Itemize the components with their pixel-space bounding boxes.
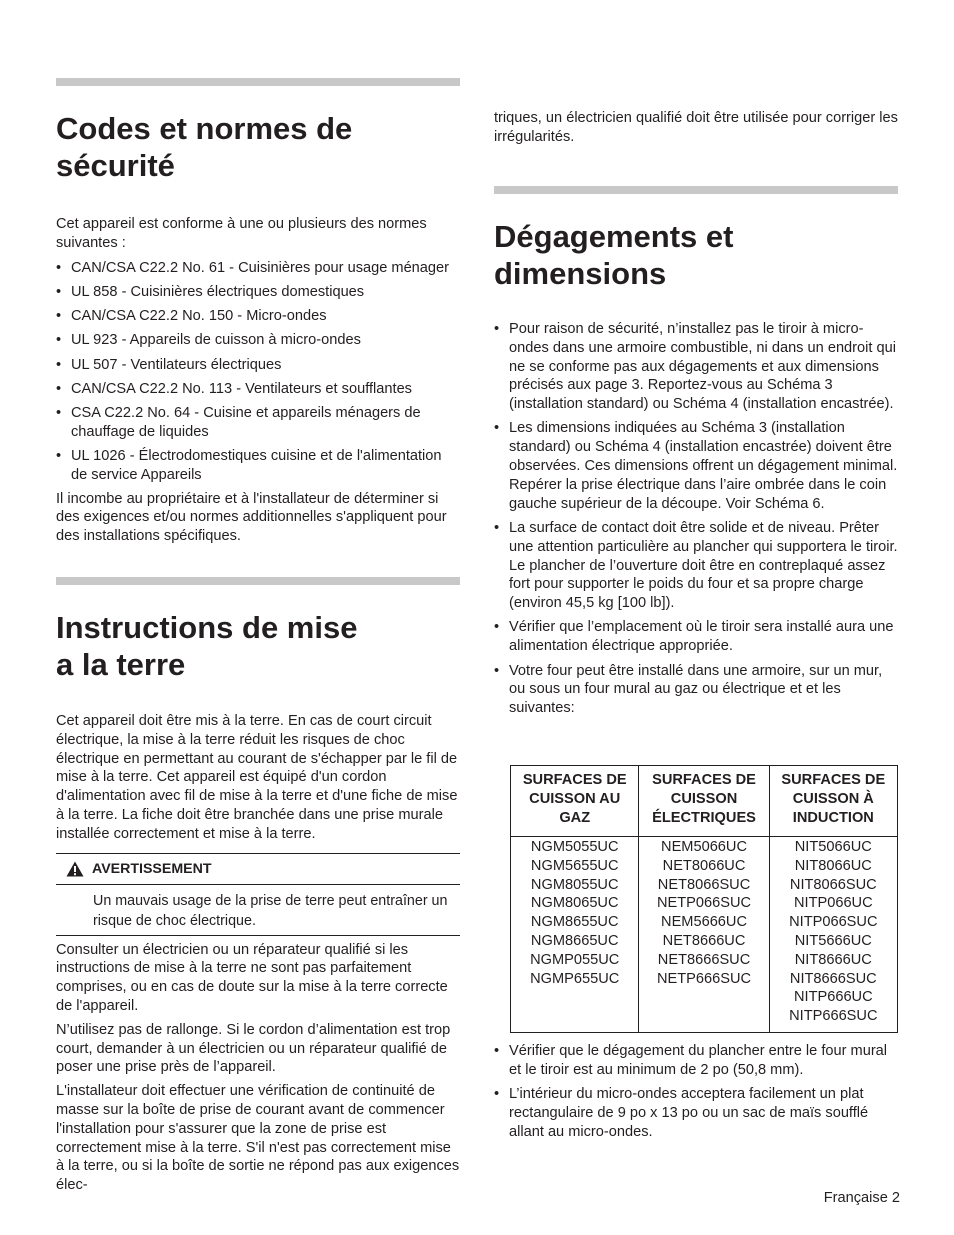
list-item: • UL 507 - Ventilateurs électriques bbox=[56, 356, 460, 375]
section-title-degagements: Dégagements et dimensions bbox=[494, 219, 734, 291]
section-codes-normes bbox=[56, 78, 460, 546]
continuity-paragraph: L'installateur doit effectuer une vérification de continuité de masse sur la boîte de prise de courant avant de commencer l'installation pour s'assurer que la zone de prise est correctement mise à la terre. S'il n'est pas correctement mise à la terre, ou si la boîte de sortie ne répond pas aux exigences élec- bbox=[56, 1083, 460, 1194]
closing-text: Il incombe au propriétaire et à l'installateur de déterminer si des exigences et/ou normes additionnelles s'appliquent pour des installations spécifiques. bbox=[56, 490, 447, 545]
clearance-list-bottom bbox=[494, 1042, 898, 1141]
section-rule bbox=[494, 186, 898, 194]
list-item: • L’intérieur du micro-ondes acceptera facilement un plat rectangulaire de 9 po x 13 po ou un sac de maïs soufflé allant au micro-ondes. bbox=[494, 1085, 898, 1141]
list-item: • UL 858 - Cuisinières électriques domestiques bbox=[56, 283, 460, 302]
table-row bbox=[511, 837, 898, 1033]
clearance-list-bottom-wrapper bbox=[494, 1042, 898, 1147]
standards-list bbox=[56, 259, 460, 485]
warning-text: Un mauvais usage de la prise de terre peut entraîner un risque de choc électrique. bbox=[93, 892, 448, 929]
table-header-electric: SURFACES DE CUISSON ÉLECTRIQUES bbox=[639, 766, 769, 837]
warning-header bbox=[56, 854, 460, 885]
section-mise-terre bbox=[56, 577, 460, 1195]
list-item: • La surface de contact doit être solide et de niveau. Prêter une attention particulière au plancher qui supportera le tiroir. Le plancher de l’ouverture doit être en contreplaqué assez fort pour supporter le poids du four et sa propre charge (environ 45,5 kg [100 lb]). bbox=[494, 519, 898, 613]
list-item: • Les dimensions indiquées au Schéma 3 (installation standard) ou Schéma 4 (installation encastrée) doivent être observées. Ces dimensions offrent un dégagement minimal. Repérer la prise électrique dans l’aire ombrée dans le coin gauche supérieur de la découpe. Voir Schéma 6. bbox=[494, 419, 898, 513]
compatibility-table bbox=[510, 765, 898, 1033]
table-cell-electric: NEM5066UC NET8066UC NET8066SUC NETP066SUC NEM5666UC NET8666UC NET8666SUC NETP666SUC bbox=[639, 837, 769, 1033]
list-item: • CAN/CSA C22.2 No. 113 - Ventilateurs et soufflantes bbox=[56, 380, 460, 399]
list-item: • CAN/CSA C22.2 No. 150 - Micro-ondes bbox=[56, 307, 460, 326]
section-degagements bbox=[494, 186, 898, 723]
table-cell-induction: NIT5066UC NIT8066UC NIT8066SUC NITP066UC NITP066SUC NIT5666UC NIT8666UC NIT8666SUC NITP666UC NITP666SUC bbox=[769, 837, 897, 1033]
warning-title: AVERTISSEMENT bbox=[92, 860, 212, 877]
list-item: • Pour raison de sécurité, n’installez pas le tiroir à micro-ondes dans une armoire combustible, ni dans un endroit qui ne se conforme pas aux dégagements et aux dimensions précisés aux page 3. Reportez-vous au Schéma 3 (installation standard) ou Schéma 4 (installation encastrée). bbox=[494, 320, 898, 414]
list-item: • CAN/CSA C22.2 No. 61 - Cuisinières pour usage ménager bbox=[56, 259, 460, 278]
compatibility-table-wrapper bbox=[510, 765, 898, 1033]
extension-paragraph: N’utilisez pas de rallonge. Si le cordon d’alimentation est trop court, demander à un électricien ou un réparateur qualifié de poser une prise près de l’appareil. bbox=[56, 1021, 451, 1076]
list-item: • Vérifier que le dégagement du plancher entre le four mural et le tiroir est au minimum de 2 po (50,8 mm). bbox=[494, 1042, 898, 1080]
section-rule bbox=[56, 78, 460, 86]
table-header-gas: SURFACES DE CUISSON AU GAZ bbox=[511, 766, 639, 837]
continuation-text: triques, un électricien qualifié doit être utilisée pour corriger les irrégularités. bbox=[494, 110, 898, 145]
table-cell-gas: NGM5055UC NGM5655UC NGM8055UC NGM8065UC NGM8655UC NGM8665UC NGMP055UC NGMP655UC bbox=[511, 837, 639, 1033]
table-header-induction: SURFACES DE CUISSON À INDUCTION bbox=[769, 766, 897, 837]
list-item: • UL 923 - Appareils de cuisson à micro-ondes bbox=[56, 331, 460, 350]
consult-paragraph: Consulter un électricien ou un réparateur qualifié si les instructions de mise à la terre ne sont pas parfaitement comprises, ou en cas de doute sur la mise à la terre correcte de l'appareil. bbox=[56, 941, 448, 1014]
warning-triangle-icon bbox=[66, 861, 84, 877]
table-header-row bbox=[511, 766, 898, 837]
warning-box bbox=[56, 853, 460, 936]
clearance-list bbox=[494, 320, 898, 718]
page-number: Française 2 bbox=[823, 1190, 900, 1206]
section-title-mise-terre: Instructions de mise a la terre bbox=[56, 610, 358, 682]
section-rule bbox=[56, 577, 460, 585]
list-item: • Votre four peut être installé dans une armoire, sur un mur, ou sous un four mural au gaz ou électrique et et les suivantes: bbox=[494, 662, 898, 718]
grounding-paragraph: Cet appareil doit être mis à la terre. En cas de court circuit électrique, la mise à la terre réduit les risques de choc électrique en permettant au courant de s'échapper par le fil de mise à la terre. Cet appareil est équipé d'un cordon d'alimentation avec fil de mise à la terre et d'une fiche de mise à la terre. La fiche doit être branchée dans une prise murale installée correctement et mise à la terre. bbox=[56, 713, 458, 842]
list-item: • Vérifier que l’emplacement où le tiroir sera installé aura une alimentation électrique appropriée. bbox=[494, 618, 898, 656]
list-item: • UL 1026 - Électrodomestiques cuisine et de l'alimentation de service Appareils bbox=[56, 447, 460, 485]
intro-text: Cet appareil est conforme à une ou plusieurs des normes suivantes : bbox=[56, 216, 427, 251]
section-title-codes: Codes et normes de sécurité bbox=[56, 111, 353, 183]
list-item: • CSA C22.2 No. 64 - Cuisine et appareils ménagers de chauffage de liquides bbox=[56, 404, 460, 442]
